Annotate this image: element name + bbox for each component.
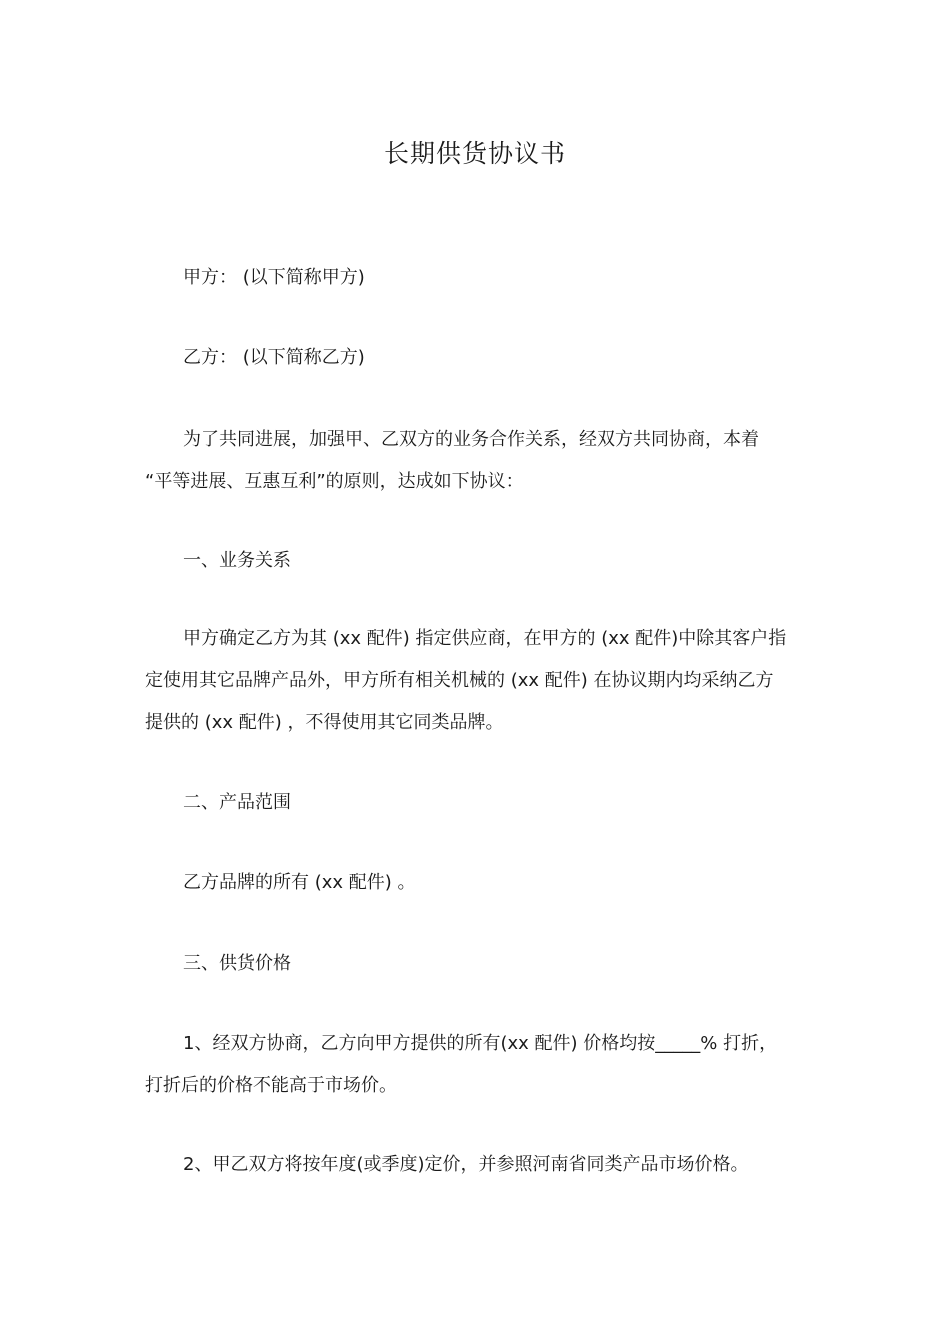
pricing-item-1-line-1: 1、经双方协商，乙方向甲方提供的所有(xx 配件) 价格均按_____% 打折， [183,1033,778,1054]
party-a-line: 甲方： (以下简称甲方) [183,267,365,288]
party-b-line: 乙方： (以下简称乙方) [183,347,365,368]
intro-line-2: “平等进展、互惠互利”的原则，达成如下协议： [145,471,524,492]
business-paragraph-line-1: 甲方确定乙方为其 (xx 配件) 指定供应商，在甲方的 (xx 配件)中除其客户指 [183,628,787,649]
section-heading-business: 一、业务关系 [183,550,291,571]
document-title: 长期供货协议书 [383,139,566,168]
section-heading-products: 二、产品范围 [183,792,291,813]
business-paragraph-line-3: 提供的 (xx 配件) ，不得使用其它同类品牌。 [145,712,504,733]
section-heading-pricing: 三、供货价格 [183,953,291,974]
business-paragraph-line-2: 定使用其它品牌产品外，甲方所有相关机械的 (xx 配件) 在协议期内均采纳乙方 [145,670,774,691]
pricing-item-2-line-1: 2、甲乙双方将按年度(或季度)定价，并参照河南省同类产品市场价格。 [183,1154,749,1175]
products-paragraph-line-1: 乙方品牌的所有 (xx 配件) 。 [183,872,416,893]
intro-line-1: 为了共同进展，加强甲、乙双方的业务合作关系，经双方共同协商，本着 [183,429,759,450]
pricing-item-1-line-2: 打折后的价格不能高于市场价。 [145,1075,397,1096]
